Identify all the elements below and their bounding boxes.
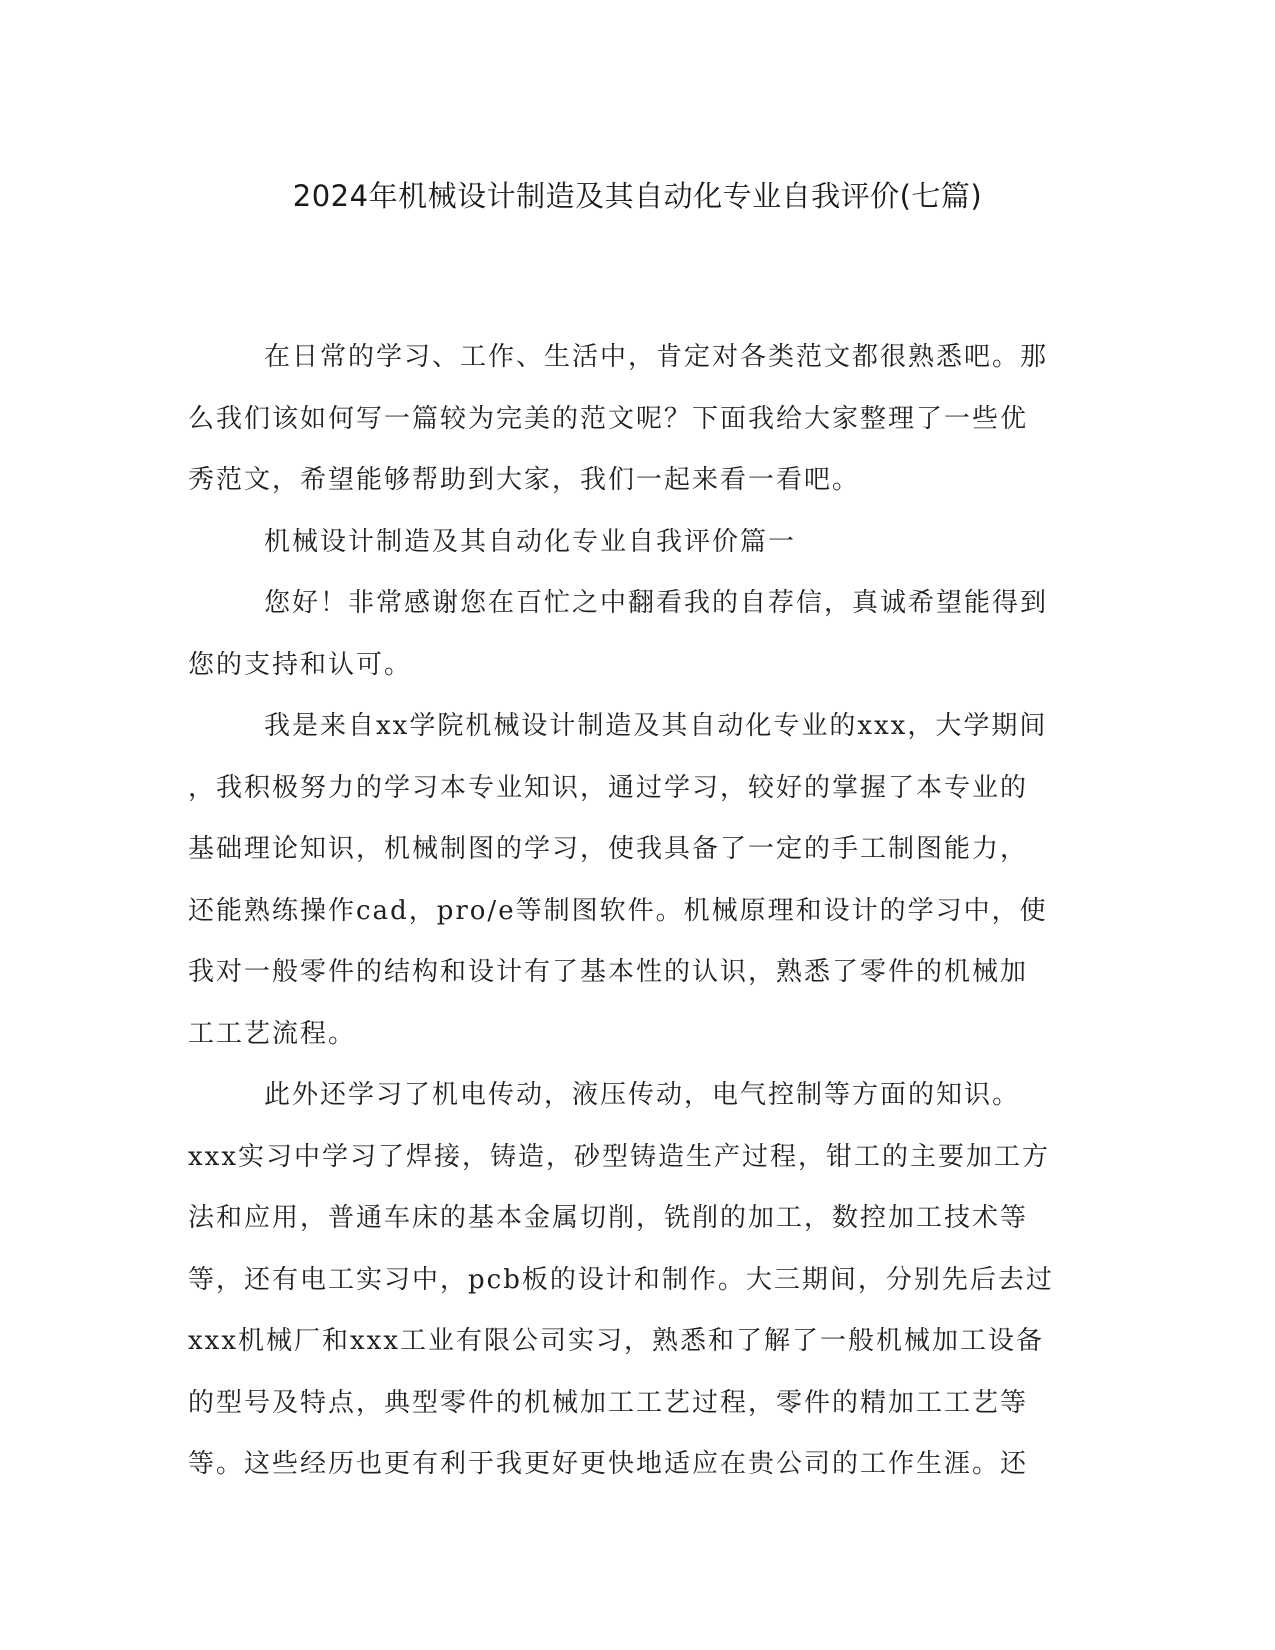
paragraph-line: 我对一般零件的结构和设计有了基本性的认识，熟悉了零件的机械加: [188, 957, 1029, 987]
paragraph-line: 此外还学习了机电传动，液压传动，电气控制等方面的知识。: [264, 1080, 1021, 1110]
paragraph-line: xxx实习中学习了焊接，铸造，砂型铸造生产过程，钳工的主要加工方: [188, 1141, 1050, 1172]
paragraph-line: 您的支持和认可。: [188, 649, 413, 680]
paragraph-line: 么我们该如何写一篇较为完美的范文呢？下面我给大家整理了一些优: [188, 403, 1029, 434]
paragraph-line: 的型号及特点，典型零件的机械加工工艺过程，零件的精加工工艺等: [188, 1387, 1029, 1418]
paragraph-line: 等。这些经历也更有利于我更好更快地适应在贵公司的工作生涯。还: [188, 1449, 1029, 1479]
paragraph-line: 秀范文，希望能够帮助到大家，我们一起来看一看吧。: [188, 465, 861, 495]
paragraph-line: 您好！非常感谢您在百忙之中翻看我的自荐信，真诚希望能得到: [264, 588, 1049, 618]
paragraph-line: 等，还有电工实习中，pcb板的设计和制作。大三期间，分别先后去过: [188, 1264, 1054, 1295]
paragraph-line: ，我积极努力的学习本专业知识，通过学习，较好的掌握了本专业的: [188, 772, 1029, 803]
paragraph-line: 在日常的学习、工作、生活中，肯定对各类范文都很熟悉吧。那: [264, 342, 1049, 372]
paragraph-line: 还能熟练操作cad，pro/e等制图软件。机械原理和设计的学习中，使: [188, 895, 1048, 926]
document-body: [188, 327, 1076, 1496]
paragraph-line: 法和应用，普通车床的基本金属切削，铣削的加工，数控加工技术等: [188, 1203, 1029, 1233]
paragraph-line: xxx机械厂和xxx工业有限公司实习，熟悉和了解了一般机械加工设备: [188, 1326, 1044, 1356]
section-heading: 机械设计制造及其自动化专业自我评价篇一: [264, 526, 797, 557]
document-title: 2024年机械设计制造及其自动化专业自我评价(七篇): [292, 179, 983, 213]
paragraph-line: 工工艺流程。: [188, 1018, 357, 1049]
paragraph-line: 基础理论知识，机械制图的学习，使我具备了一定的手工制图能力，: [188, 834, 1029, 864]
paragraph-line: 我是来自xx学院机械设计制造及其自动化专业的xxx，大学期间: [264, 711, 1048, 741]
